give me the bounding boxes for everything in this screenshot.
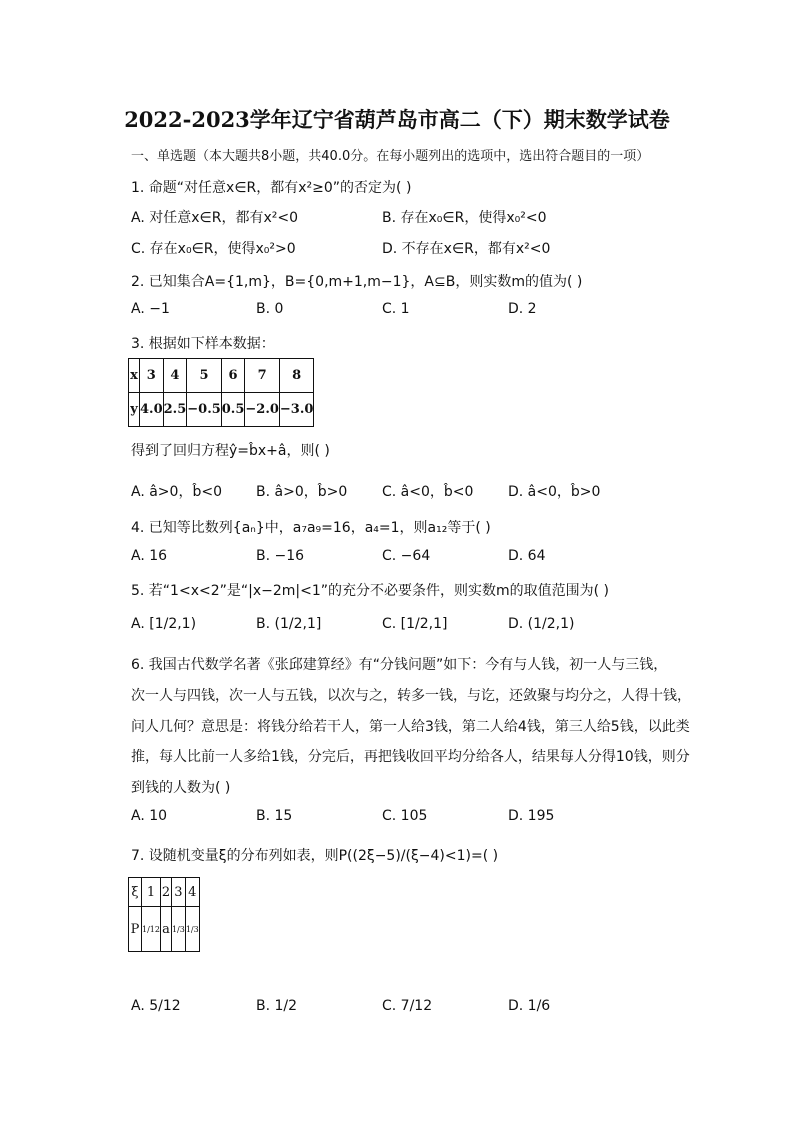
- q6-line-5: 到钱的人数为( ): [131, 780, 231, 796]
- table-cell: −0.5: [187, 393, 222, 427]
- q2-option-c: C. 1: [382, 301, 410, 317]
- q1-option-d: D. 不存在x∈R，都有x²<0: [382, 241, 551, 257]
- table-cell: 3: [140, 359, 164, 393]
- q6-option-a: A. 10: [131, 808, 168, 824]
- table-cell: y: [129, 393, 140, 427]
- q3-regression-line: 得到了回归方程ŷ=b̂x+â，则( ): [131, 443, 330, 459]
- table-cell: P: [129, 907, 142, 952]
- q7-option-a: A. 5/12: [131, 998, 181, 1014]
- table-cell: a: [160, 907, 171, 952]
- q3-option-d: D. â<0，b̂>0: [508, 484, 601, 500]
- q1-option-a: A. 对任意x∈R，都有x²<0: [131, 210, 298, 226]
- q7-option-c: C. 7/12: [382, 998, 433, 1014]
- q5-option-b: B. (1/2,1]: [256, 616, 322, 632]
- table-row: [129, 878, 200, 907]
- q5-stem: 5. 若“1<x<2”是“|x−2m|<1”的充分不必要条件，则实数m的取值范围为( ): [131, 583, 610, 599]
- q4-option-b: B. −16: [256, 548, 305, 564]
- q3-stem: 3. 根据如下样本数据：: [131, 336, 275, 352]
- table-cell: 4: [185, 878, 199, 907]
- q4-option-a: A. 16: [131, 548, 168, 564]
- q7-option-d: D. 1/6: [508, 998, 551, 1014]
- table-cell: 3: [171, 878, 185, 907]
- section-heading: 一、单选题（本大题共8小题，共40.0分。在每小题列出的选项中，选出符合题目的一项）: [131, 149, 650, 164]
- table-cell: 1/3: [171, 907, 185, 952]
- q4-option-c: C. −64: [382, 548, 431, 564]
- table-row: [129, 907, 200, 952]
- table-row: [129, 393, 314, 427]
- table-cell: 1/3: [185, 907, 199, 952]
- q3-data-table: [128, 358, 314, 427]
- q1-option-b: B. 存在x₀∈R，使得x₀²<0: [382, 210, 547, 226]
- q5-option-c: C. [1/2,1]: [382, 616, 448, 632]
- q2-option-d: D. 2: [508, 301, 537, 317]
- q6-line-4: 推，每人比前一人多给1钱，分完后，再把钱收回平均分给各人，结果每人分得10钱，则分: [131, 749, 690, 765]
- q6-option-c: C. 105: [382, 808, 428, 824]
- table-cell: 4: [163, 359, 187, 393]
- q6-line-3: 问人几何？意思是：将钱分给若干人，第一人给3钱，第二人给4钱，第三人给5钱，以此类: [131, 719, 690, 735]
- q1-option-c: C. 存在x₀∈R，使得x₀²>0: [131, 241, 296, 257]
- table-cell: 2.5: [163, 393, 187, 427]
- table-cell: 0.5: [221, 393, 245, 427]
- table-cell: 1/12: [142, 907, 161, 952]
- q2-stem: 2. 已知集合A={1,m}，B={0,m+1,m−1}，A⊆B，则实数m的值为( ): [131, 274, 583, 290]
- q5-option-d: D. (1/2,1): [508, 616, 575, 632]
- q4-option-d: D. 64: [508, 548, 546, 564]
- table-row: [129, 359, 314, 393]
- table-cell: 2: [160, 878, 171, 907]
- table-cell: x: [129, 359, 140, 393]
- page-title: 2022-2023学年辽宁省葫芦岛市高二（下）期末数学试卷: [124, 107, 670, 132]
- table-cell: 5: [187, 359, 222, 393]
- q3-option-a: A. â>0，b̂<0: [131, 484, 222, 500]
- q5-option-a: A. [1/2,1): [131, 616, 197, 632]
- q7-stem: 7. 设随机变量ξ的分布列如表，则P((2ξ−5)/(ξ−4)<1)=( ): [131, 848, 499, 864]
- q6-option-d: D. 195: [508, 808, 555, 824]
- table-cell: 6: [221, 359, 245, 393]
- q2-option-b: B. 0: [256, 301, 284, 317]
- table-cell: 4.0: [140, 393, 164, 427]
- q3-option-b: B. â>0，b̂>0: [256, 484, 348, 500]
- table-cell: −3.0: [279, 393, 314, 427]
- table-cell: −2.0: [245, 393, 280, 427]
- q6-line-2: 次一人与四钱，次一人与五钱，以次与之，转多一钱，与讫，还敛聚与均分之，人得十钱，: [131, 688, 691, 704]
- table-cell: 1: [142, 878, 161, 907]
- table-cell: ξ: [129, 878, 142, 907]
- q7-option-b: B. 1/2: [256, 998, 298, 1014]
- q2-option-a: A. −1: [131, 301, 170, 317]
- q6-option-b: B. 15: [256, 808, 293, 824]
- q4-stem: 4. 已知等比数列{aₙ}中，a₇a₉=16，a₄=1，则a₁₂等于( ): [131, 520, 491, 536]
- q7-distribution-table: [128, 877, 200, 952]
- q1-stem: 1. 命题“对任意x∈R，都有x²≥0”的否定为( ): [131, 180, 412, 196]
- table-cell: 8: [279, 359, 314, 393]
- table-cell: 7: [245, 359, 280, 393]
- q3-option-c: C. â<0，b̂<0: [382, 484, 474, 500]
- q6-line-1: 6. 我国古代数学名著《张邱建算经》有“分钱问题”如下：今有与人钱，初一人与三钱，: [131, 657, 668, 673]
